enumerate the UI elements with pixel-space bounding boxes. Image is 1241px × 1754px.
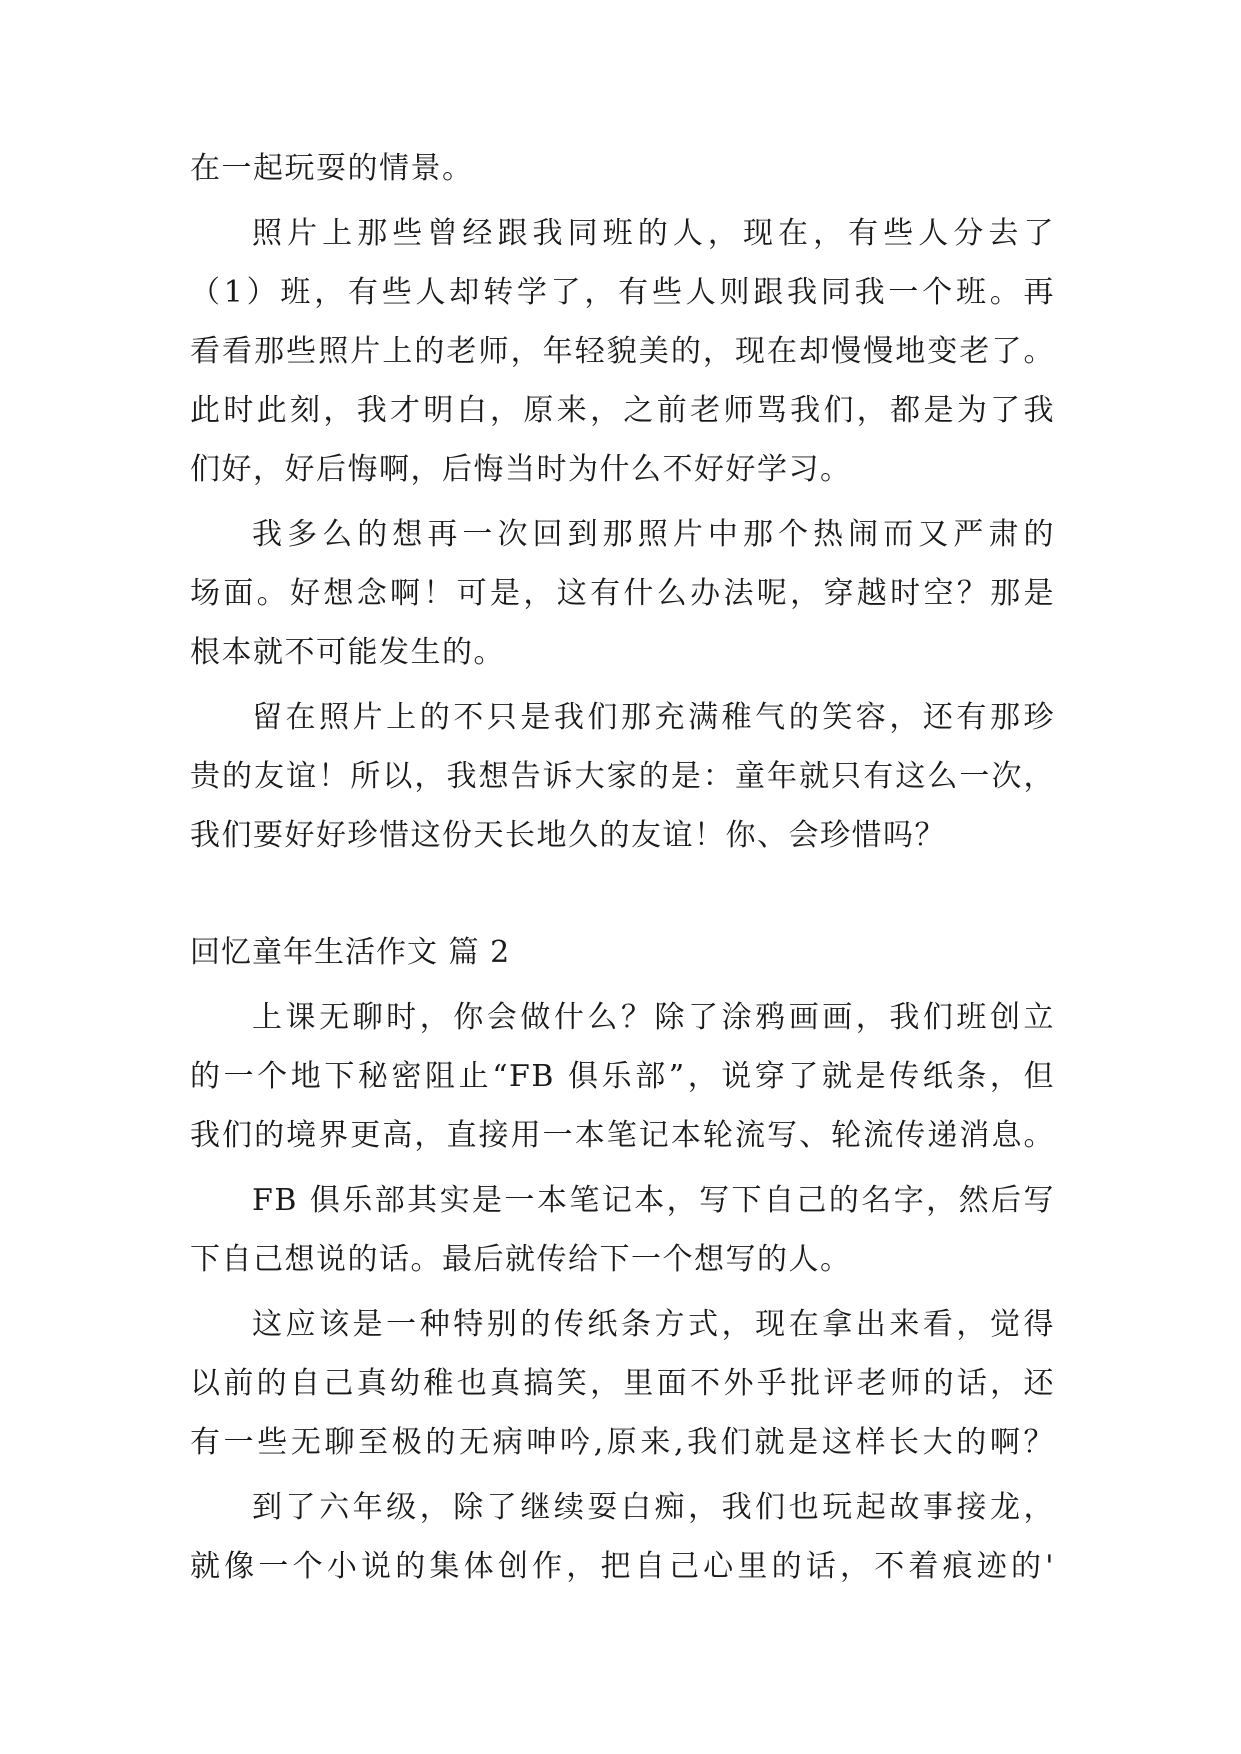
- text-line: 下自己想说的话。最后就传给下一个想写的人。: [190, 1242, 852, 1277]
- section-heading: 回忆童年生活作文 篇 2: [190, 935, 511, 970]
- text-line: 我们的境界更高，直接用一本笔记本轮流写、轮流传递消息。: [190, 1118, 1055, 1153]
- text-line: 到了六年级，除了继续耍白痴，我们也玩起故事接龙，: [252, 1490, 1055, 1525]
- text-line: 有一些无聊至极的无病呻吟,原来,我们就是这样长大的啊？: [190, 1425, 1055, 1460]
- text-line: 这应该是一种特别的传纸条方式，现在拿出来看，觉得: [252, 1307, 1055, 1342]
- text-line: 在一起玩耍的情景。: [190, 151, 474, 186]
- text-line: 留在照片上的不只是我们那充满稚气的笑容，还有那珍: [252, 700, 1055, 735]
- text-line: 场面。好想念啊！可是，这有什么办法呢，穿越时空？那是: [190, 576, 1055, 611]
- text-line: 的一个地下秘密阻止“FB 俱乐部”，说穿了就是传纸条，但: [190, 1059, 1055, 1094]
- text-line: 上课无聊时，你会做什么？除了涂鸦画画，我们班创立: [252, 1000, 1055, 1035]
- text-line: 们好，好后悔啊，后悔当时为什么不好好学习。: [190, 452, 852, 487]
- text-line: 以前的自己真幼稚也真搞笑，里面不外乎批评老师的话，还: [190, 1366, 1055, 1401]
- text-line: 照片上那些曾经跟我同班的人，现在，有些人分去了: [252, 216, 1055, 251]
- text-line: FB 俱乐部其实是一本笔记本，写下自己的名字，然后写: [252, 1183, 1055, 1218]
- text-line: 就像一个小说的集体创作，把自己心里的话，不着痕迹的': [190, 1549, 1055, 1584]
- text-line: 看看那些照片上的老师，年轻貌美的，现在却慢慢地变老了。: [190, 334, 1055, 369]
- text-line: （1）班，有些人却转学了，有些人则跟我同我一个班。再: [190, 275, 1055, 310]
- text-line: 根本就不可能发生的。: [190, 635, 505, 670]
- text-line: 我多么的想再一次回到那照片中那个热闹而又严肃的: [252, 517, 1055, 552]
- text-line: 贵的友谊！所以，我想告诉大家的是：童年就只有这么一次，: [190, 759, 1055, 794]
- text-line: 我们要好好珍惜这份天长地久的友谊！你、会珍惜吗？: [190, 818, 946, 853]
- text-line: 此时此刻，我才明白，原来，之前老师骂我们，都是为了我: [190, 393, 1055, 428]
